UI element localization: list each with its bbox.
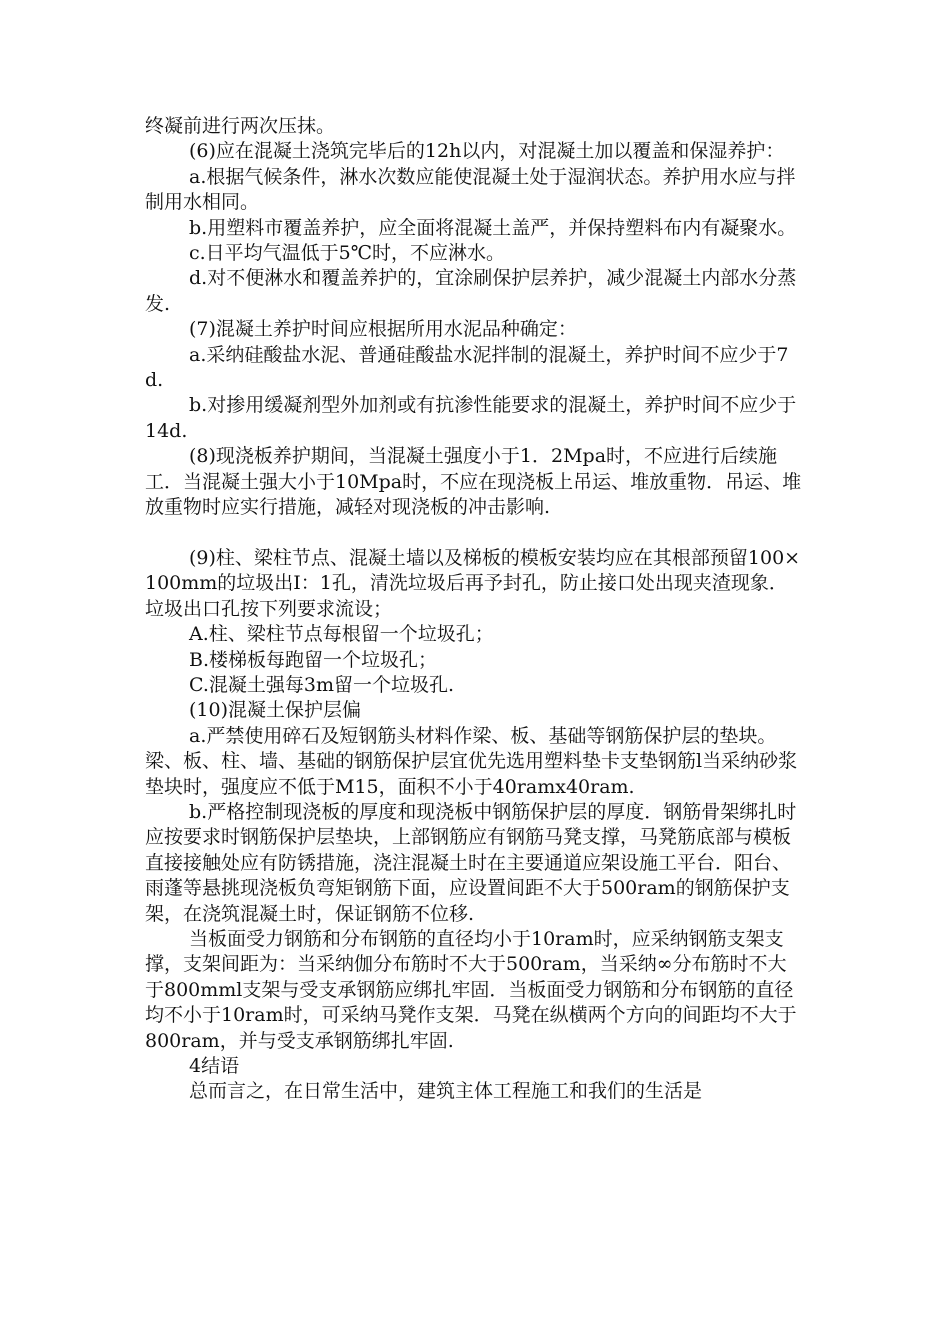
- paragraph-item-7: (7)混凝土养护时间应根据所用水泥品种确定：: [189, 318, 577, 341]
- paragraph-item-10b: b.严格控制现浇板的厚度和现浇板中钢筋保护层的厚度．钢筋骨架绑扎时应按要求时钢筋保护层垫块，上部钢筋应有钢筋马凳支撑，马凳筋底部与模板直接接触处应有防锈措施，浇注混凝土时在主要通道应架设施工平台．阳台、雨蓬等悬挑现浇板负弯矩钢筋下面，应设置间距不大于500ram的钢筋保护支架，在浇筑混凝土时，保证钢筋不位移.: [145, 800, 797, 925]
- paragraph-item-7a: a.采纳硅酸盐水泥、普通硅酸盐水泥拌制的混凝土，养护时间不应少于7d.: [145, 343, 789, 392]
- paragraph-item-6b: b.用塑料市覆盖养护，应全面将混凝土盖严，并保持塑料布内有凝聚水。: [189, 216, 797, 239]
- paragraph-item-9: (9)柱、梁柱节点、混凝土墙以及梯板的模板安装均应在其根部预留100×100mm的垃圾出I：1孔，清洗垃圾后再予封孔，防止接口处出现夹渣现象．垃圾出口孔按下列要求流设；: [145, 546, 801, 620]
- paragraph-item-6c: c.日平均气温低于5℃时，不应淋水。: [189, 242, 506, 265]
- paragraph-item-10: (10)混凝土保护层偏: [189, 699, 362, 722]
- paragraph-item-6d: d.对不便淋水和覆盖养护的，宜涂刷保护层养护，减少混凝土内部水分蒸发.: [145, 267, 797, 315]
- paragraph-item-8: (8)现浇板养护期间，当混凝土强度小于1．2Mpa时，不应进行后续施工．当混凝土强大小于10Mpa时，不应在现浇板上吊运、堆放重物．吊运、堆放重物时应实行措施，减轻对现浇板的冲击影响.: [145, 445, 802, 519]
- paragraph-item-7b: b.对掺用缓凝剂型外加剂或有抗渗性能要求的混凝土，养护时间不应少于14d.: [145, 394, 797, 442]
- paragraph-item-9a: A.柱、梁柱节点每根留一个垃圾孔；: [189, 623, 494, 646]
- paragraph-spacer: [145, 521, 805, 546]
- paragraph-item-9c: C.混凝土强每3m留一个垃圾孔.: [189, 673, 455, 696]
- paragraph-item-9b: B.楼梯板每跑留一个垃圾孔；: [189, 648, 438, 671]
- section-heading-conclusion: 4结语: [189, 1055, 240, 1078]
- paragraph-item-6a: a.根据气候条件，淋水次数应能使混凝土处于湿润状态。养护用水应与拌制用水相同。: [145, 165, 796, 214]
- paragraph-conclusion: 总而言之，在日常生活中，建筑主体工程施工和我们的生活是: [189, 1080, 703, 1103]
- paragraph-final-setting: 终凝前进行两次压抹。: [145, 115, 336, 137]
- paragraph-item-10a: a.严禁使用碎石及短钢筋头材料作梁、板、基础等钢筋保护层的垫块。梁、板、柱、墙、基础的钢筋保护层宜优先选用塑料垫卡支垫钢筋l当采纳砂浆垫块时，强度应不低于M15，面积不小于40ramx40ram.: [145, 724, 798, 798]
- paragraph-item-6: (6)应在混凝土浇筑完毕后的12h以内，对混凝土加以覆盖和保湿养护：: [189, 140, 785, 163]
- document-body: [145, 114, 805, 1105]
- paragraph-rebar-support: 当板面受力钢筋和分布钢筋的直径均小于10ram时，应采纳钢筋支架支撑，支架间距为：当采纳伽分布筋时不大于500ram，当采纳∞分布筋时不大于800mml支架与受支承钢筋应绑扎牢固．当板面受力钢筋和分布钢筋的直径均不小于10ram时，可采纳马凳作支架．马凳在纵横两个方向的间距均不大于800ram，并与受支承钢筋绑扎牢固.: [145, 927, 797, 1052]
